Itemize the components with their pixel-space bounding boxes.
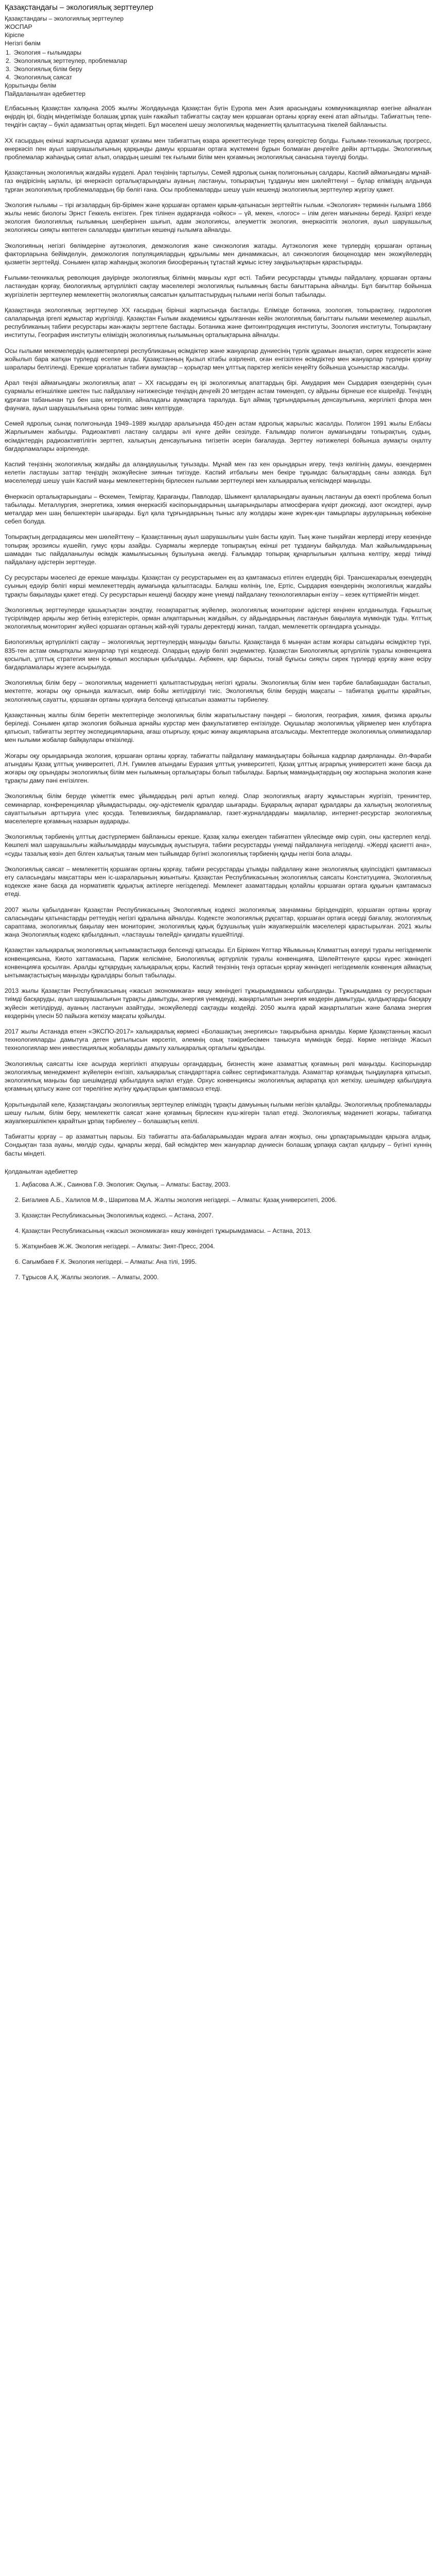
toc-item: 1. Экология – ғылымдары: [6, 49, 82, 56]
table-of-contents: [5, 48, 431, 81]
paragraph: Экологиялық тәрбиенің ұлттық дәстүрлермен байланысы ерекше. Қазақ халқы ежелден табиғатпен үйлесімде өмір сүріп, оны қастерлеп келді. Көшпелі мал шаруашылығы жайылымдарды маусымдық ауыстыруға, табиғи ресурстарды үнемді пайдалануға негізделді. «Жерді қасиетті ана», «суды тазалық көзі» деп білген халықтық таным мен тыйымдар бүгінгі экологиялық тәрбиенің құнды негізі бола алады.: [5, 833, 431, 857]
paragraph: Осы ғылыми мекемелердің қызметкерлері республиканың өсімдіктер және жануарлар дүниесінің түрлік құрамын анықтап, сирек кездесетін және жойылып бара жатқан түрлерді есепке алды. Қазақстанның Қызыл кітабы әзірленіп, оған енгізілген өсімдіктер мен жануарлар түрлерін қорғау шаралары белгіленді. Ерекше қорғалатын табиғи аумақтар – қорықтар мен ұлттық парктер желісін кеңейту бойынша ұсыныстар жасалды.: [5, 347, 431, 371]
paragraph: Қазақстанның экологиялық жағдайы күрделі. Арал теңізінің тартылуы, Семей ядролық сынақ полигонының салдары, Каспий аймағындағы мұнай-газ өндірісінің ықпалы, ірі өнеркәсіп орталықтарындағы ауаның ластануы, топырақтың тұздануы мен шөлейттенуі – бұлар еліміздің алдында тұрған экологиялық проблемалардың бір бөлігі ғана. Осы проблемаларды шешу үшін кешенді экологиялық зерттеулер жүргізу қажет.: [5, 169, 431, 193]
paragraph: 2013 жылы Қазақстан Республикасының «жасыл экономикаға» көшу жөніндегі тұжырымдамасы қабылданды. Тұжырымдама су ресурстарын тиімді басқаруды, ауыл шаруашылығын тұрақты дамытуды, энергия үнемдеуді, жаңартылатын энергия көздерін дамытуды, қалдықтарды басқару жүйесін жетілдіруді, ауаның ластануын азайтуды, экожүйелерді сақтауды көздейді. 2050 жылға қарай жаңартылатын және балама энергия көздерінің үлесін 50 пайызға жеткізу мақсаты қойылды.: [5, 987, 431, 1020]
paragraph: Семей ядролық сынақ полигонында 1949–1989 жылдар аралығында 450-ден астам ядролық жарылыс жасалды. Полигон 1991 жылы Елбасы Жарлығымен жабылды. Радиоактивті ластану салдары әлі күнге дейін сезілуде. Ғалымдар полигон аумағындағы топырақтың, судың, өсімдіктердің радиоактивтілігін зерттеп, халықтың денсаулығына тигізетін әсерін бағалауда. Зерттеу нәтижелері бойынша аумақты оңалту бағдарламалары әзірленуде.: [5, 420, 431, 452]
references-list: [5, 1180, 431, 1281]
paragraph: Каспий теңізінің экологиялық жағдайы да алаңдаушылық туғызады. Мұнай мен газ кен орындарын игеру, теңіз көлігінің дамуы, өзендермен келетін ластаушы заттар теңіздің экожүйесіне зиянын тигізуде. Каспий итбалығы мен бекіре тұқымдас балықтардың саны азаюда. Бұл мәселелерді шешу үшін Каспий маңы мемлекеттерінің бірлескен ғылыми зерттеулері мен халықаралық келісімдері маңызды.: [5, 460, 431, 485]
paragraph: Қазақстан халықаралық экологиялық ынтымақтастыққа белсенді қатысады. Ел Біріккен Ұлттар Ұйымының Климаттың өзгеруі туралы негіздемелік конвенциясына, Киото хаттамасына, Париж келісіміне, Биологиялық әртүрлілік туралы конвенцияға, Шөлейттенуге қарсы күрес жөніндегі конвенцияға қосылған. Аралды құтқарудың халықаралық қоры, Каспий теңізінің теңіз ортасын қорғау жөніндегі негіздемелік конвенция аймақтық ынтымақтастықтың маңызды құралдары болып табылады.: [5, 946, 431, 979]
paragraph: Экологияның негізгі бөлімдеріне аутэкология, демэкология және синэкология жатады. Аутэкология жеке түрлердің қоршаған ортаның факторларына бейімделуін, демэкология популяциялардың құрылымы мен динамикасын, ал синэкология биоценоздар мен экожүйелердің қызметін зерттейді. Сонымен қатар жаһандық экология биосфераның тұтастай жұмыс істеу заңдылықтарын қарастырады.: [5, 242, 431, 266]
paragraph: Қазақстанда экологиялық зерттеулер ХХ ғасырдың бірінші жартысында басталды. Елімізде ботаника, зоология, топырақтану, гидрология салаларында іргелі жұмыстар жүргізілді. Қазақстан Ғылым академиясы құрылғаннан кейін экологиялық бағыттағы ғылыми мекемелер ашылып, республиканың табиғи ресурстары жан-жақты зерттеле бастады. Ботаника және фитоинтродукция институты, Зоология институты, Топырақтану институты, География институты еліміздің экологиялық ғылымының орталықтарына айналды.: [5, 306, 431, 339]
paragraph: Арал теңізі аймағындағы экологиялық апат – ХХ ғасырдағы ең ірі экологиялық апаттардың бірі. Амудария мен Сырдария өзендерінің суын суармалы егіншілікке шектен тыс пайдалану нәтижесінде теңіздің деңгейі 20 метрден астам төмендеп, су айдыны бірнеше есе кішірейді. Теңіздің құрғаған табанынан тұз бен шаң көтеріліп, айналадағы аумақтарға таралуда. Бұл аймақ тұрғындарының денсаулығына, жергілікті флора мен фаунаға, ауыл шаруашылығына орны толмас зиян келтіруде.: [5, 379, 431, 412]
references-title: Қолданылған әдебиеттер: [5, 1167, 78, 1175]
intro-label: Кіріспе: [5, 31, 25, 39]
paragraph: Экологиялық саясат – мемлекеттің қоршаған ортаны қорғау, табиғи ресурстарды ұтымды пайдалану және экологиялық қауіпсіздікті қамтамасыз ету саласындағы мақсаттары мен іс-шараларының жиынтығы. Қазақстан Республикасының экологиялық саясаты Конституцияға, Экологиялық кодекске және басқа да нормативтік құқықтық актілерге негізделеді. Мемлекет азаматтардың қолайлы қоршаған ортаға құқығын қамтамасыз етеді.: [5, 865, 431, 898]
paragraph: Экологиялық білім беру – экологиялық мәдениетті қалыптастырудың негізгі құралы. Экологиялық білім мен тәрбие балабақшадан басталып, мектепте, жоғары оқу орнында жалғасып, өмір бойы жетілдірілуі тиіс. Экологиялық білім берудің мақсаты – табиғатқа ұқыпты қарайтын, экологиялық сауатты, қоршаған ортаны қорғауға белсенді қатысатын азаматты тәрбиелеу.: [5, 679, 431, 703]
reference-item: 5. Жатқанбаев Ж.Ж. Экология негіздері. – Алматы: Зият-Пресс, 2004.: [15, 1242, 215, 1250]
paragraph: Қорытындылай келе, Қазақстандағы экологиялық зерттеулер еліміздің тұрақты дамуының ғылыми негізін қалайды. Экологиялық проблемаларды шешу ғылым, білім беру, мемлекеттік саясат және қоғамның бірлескен күш-жігерін талап етеді. Экологиялық мәдениеті жоғары, табиғатқа жауапкершілікпен қарайтын ұрпақ тәрбиелеу – болашақтың кепілі.: [5, 1100, 431, 1125]
paragraph: Су ресурстары мәселесі де ерекше маңызды. Қазақстан су ресурстарымен ең аз қамтамасыз етілген елдердің бірі. Трансшекаралық өзендердің суының едәуір бөлігі көрші мемлекеттердің аумағында қалыптасады. Балқаш көлінің, Іле, Ертіс, Сырдария өзендерінің экологиялық жағдайы тұрақты бақылауды қажет етеді. Су ресурстарын кешенді басқару және үнемді пайдалану технологияларын енгізу – кезек күттірмейтін міндет.: [5, 574, 431, 598]
paragraph: Экологиялық зерттеулерде қашықтықтан зондтау, геоақпараттық жүйелер, экологиялық мониторинг әдістері кеңінен қолданылуда. Ғарыштық түсірілімдер арқылы жер бетінің өзгерістерін, орман алқаптарының жағдайын, су айдындарының ластануын бақылауға мүмкіндік туды. Ұлттық экологиялық мониторинг жүйесі қоршаған ортаның жай-күйі туралы деректерді жинап, талдап, мемлекеттік органдарға ұсынады.: [5, 606, 431, 631]
paragraph: Ғылыми-техникалық революция дәуірінде экологиялық білімнің маңызы күрт өсті. Табиғи ресурстарды ұтымды пайдалану, қоршаған ортаны ластанудан қорғау, биологиялық әртүрлілікті сақтау мәселелері экологиялық ғылымның басты бағыттарына айналды. Бұл бағыттар бойынша жүргізілетін зерттеулер мемлекеттің экологиялық саясатын қалыптастырудың ғылыми негізі болып табылады.: [5, 274, 431, 298]
reference-item: 2. Бигалиев А.Б., Халилов М.Ф., Шарипова М.А. Жалпы экология негіздері. – Алматы: Қазақ университеті, 2006.: [15, 1196, 337, 1204]
paragraph: Биологиялық әртүрлілікті сақтау – экологиялық зерттеулердің маңызды бағыты. Қазақстанда 6 мыңнан астам жоғары сатыдағы өсімдіктер түрі, 835-тен астам омыртқалы жануарлар түрі кездеседі. Олардың едәуір бөлігі эндемиктер. Қазақстан Биологиялық әртүрлілік туралы конвенцияға қосылып, ұлттық стратегия мен іс-қимыл жоспарын қабылдады. Ақбөкен, қар барысы, тоғай бұғысы сияқты сирек түрлерді қорғау және өсіру бағдарламалары жүзеге асырылуда.: [5, 638, 431, 671]
reference-item: 1. Ақбасова А.Ж., Саинова Г.Ә. Экология: Оқулық. – Алматы: Бастау, 2003.: [15, 1180, 230, 1188]
document: [0, 0, 436, 1281]
reference-item: 7. Тұрысов А.Қ. Жалпы экология. – Алматы, 2000.: [15, 1273, 159, 1281]
conclusion-label: Қорытынды бөлім: [5, 82, 57, 89]
breadcrumb: Қазақстандағы – экологиялық зерттеулер: [5, 15, 124, 22]
page-title: Қазақстандағы – экологиялық зерттеулер: [5, 3, 153, 12]
paragraph: Топырақтың деградациясы мен шөлейттену – Қазақстанның ауыл шаруашылығы үшін басты қауіп. Тың және тыңайған жерлерді игеру кезеңінде топырақ эрозиясы күшейіп, гумус қоры азайды. Суармалы жерлерде топырақтың екінші рет тұздануы байқалуда. Мал жайылымдарының шамадан тыс пайдаланылуы өсімдік жамылғысының бұзылуына әкелді. Ғалымдар топырақ құнарлылығын қалпына келтіру, жерді тиімді пайдалану әдістерін зерттеуде.: [5, 533, 431, 566]
paragraph: Экология ғылымы – тірі ағзалардың бір-бірімен және қоршаған ортамен қарым-қатынасын зерттейтін ғылым. «Экология» терминін ғылымға 1866 жылы неміс биологы Эрнст Геккель енгізген. Грек тілінен аударғанда «ойкос» – үй, мекен, «логос» – ілім деген мағынаны береді. Қазіргі кезде экология биологиялық ғылымның шеңберінен шығып, адам экологиясы, әлеуметтік экология, өнеркәсіптік экология, ауыл шаруашылық экологиясы сияқты көптеген салаларды қамтитын кешенді ғылымға айналды.: [5, 201, 431, 234]
paragraph: Табиғатты қорғау – әр азаматтың парызы. Біз табиғатты ата-бабаларымыздан мұраға алған жоқпыз, оны ұрпақтарымыздан қарызға алдық. Сондықтан таза ауаны, мөлдір суды, құнарлы жерді, бай өсімдіктер мен жануарлар дүниесін болашақ ұрпаққа сақтап қалдыру – бүгінгі күннің басты міндеті.: [5, 1133, 431, 1157]
paragraph: Жоғары оқу орындарында экология, қоршаған ортаны қорғау, табиғатты пайдалану мамандықтары бойынша кадрлар даярланады. Әл-Фараби атындағы Қазақ ұлттық университеті, Л.Н. Гумилев атындағы Еуразия ұлттық университеті, Қазақ ұлттық аграрлық университеті және басқа да жоғары оқу орындары экологиялық білім мен ғылымның орталықтары болып табылады. Барлық мамандықтардың оқу жоспарына экология және тұрақты даму пәні енгізілген.: [5, 752, 431, 785]
paragraph: ХХ ғасырдың екінші жартысында адамзат қоғамы мен табиғаттың өзара әрекеттесуінде терең өзгерістер болды. Ғылыми-техникалық прогресс, өнеркәсіп пен ауыл шаруашылығының қарқынды дамуы қоршаған ортаға жүктемені бұрын болмаған деңгейге дейін арттырды. Экологиялық проблемалар жаһандық сипат алып, олардың шешімі тек ғылыми білім мен қоғамның экологиялық санасына тәуелді болды.: [5, 137, 431, 161]
refs-short-label: Пайдаланылған әдебиеттер: [5, 90, 85, 97]
body-text: [5, 104, 431, 1158]
paragraph: Қазақстанның жалпы білім беретін мектептерінде экологиялық білім жаратылыстану пәндері – биология, география, химия, физика арқылы беріледі. Сонымен қатар экология бойынша арнайы курстар мен факультативтер енгізілуде. Оқушылар экологиялық үйірмелер мен клубтарға қатысып, табиғатты зерттеу экспедицияларына, ағаш отырғызу, қоқыс жинау акцияларына атсалысады. Мектептерде экологиялық олимпиадалар мен ғылыми жобалар байқаулары өткізіледі.: [5, 711, 431, 744]
reference-item: 6. Сағымбаев Ғ.К. Экология негіздері. – Алматы: Ана тілі, 1995.: [15, 1258, 197, 1265]
plan-label: ЖОСПАР: [5, 23, 32, 30]
reference-item: 3. Қазақстан Республикасының Экологиялық кодексі. – Астана, 2007.: [15, 1211, 214, 1219]
toc-item: 4. Экологиялық саясат: [6, 74, 73, 81]
paragraph: 2017 жылы Астанада өткен «ЭКСПО-2017» халықаралық көрмесі «Болашақтың энергиясы» тақырыбына арналды. Көрме Қазақстанның жасыл технологияларды дамытуға деген ұмтылысын көрсетіп, әлемнің озық тәжірибесімен танысуға мүмкіндік берді. Көрме негізінде Жасыл технологиялар мен инвестициялық жобаларды дамыту халықаралық орталығы құрылды.: [5, 1028, 431, 1052]
paragraph: Экологиялық саясатты іске асыруда жергілікті атқарушы органдардың, бизнестің және азаматтық қоғамның рөлі маңызды. Кәсіпорындар экологиялық менеджмент жүйелерін енгізіп, халықаралық стандарттарға сәйкес сертификатталуда. Азаматтар қоғамдық тыңдауларға қатысып, экологиялық маңызы бар шешімдерді қабылдауға ықпал етуде. Орхус конвенциясы экологиялық ақпаратқа қол жеткізу, шешімдер қабылдауға қоғамның қатысу және сот төрелігіне жүгіну құқықтарын қамтамасыз етеді.: [5, 1060, 431, 1093]
paragraph: 2007 жылы қабылданған Қазақстан Республикасының Экологиялық кодексі экологиялық заңнаманы біріздендіріп, қоршаған ортаны қорғау саласындағы қатынастарды реттеудің негізгі құралына айналды. Кодексте экологиялық рұқсаттар, қоршаған ортаға әсерді бағалау, экологиялық сараптама, экологиялық бақылау мен мониторинг, экологиялық құқық бұзушылық үшін жауапкершілік мәселелері қарастырылған. 2021 жылы жаңа Экологиялық кодекс қабылданып, «ластаушы төлейді» қағидаты күшейтілді.: [5, 906, 431, 939]
main-label: Негізгі бөлім: [5, 40, 41, 47]
toc-item: 2. Экологиялық зерттеулер, проблемалар: [6, 57, 127, 64]
paragraph: Экологиялық білім беруде үкіметтік емес ұйымдардың рөлі артып келеді. Олар экологиялық ағарту жұмыстарын жүргізіп, тренингтер, семинарлар, конференциялар ұйымдастырады, оқу-әдістемелік құралдар шығарады. Бұқаралық ақпарат құралдары да халықтың экологиялық сауаттылығын арттыруға үлес қосуда. Телевизиялық бағдарламалар, газет-журналдардағы мақалалар, интернет-ресурстар экологиялық мәселелерге қоғамның назарын аударады.: [5, 792, 431, 825]
toc-item: 3. Экологиялық білім беру: [6, 65, 82, 73]
reference-item: 4. Қазақстан Республикасының «жасыл экономикаға» көшу жөніндегі тұжырымдамасы. – Астана, 2013.: [15, 1227, 312, 1234]
paragraph: Өнеркәсіп орталықтарындағы – Өскемен, Теміртау, Қарағанды, Павлодар, Шымкент қалаларындағы ауаның ластануы да өзекті проблема болып табылады. Металлургия, энергетика, химия өнеркәсібі кәсіпорындарының шығарындылары атмосфераға күкірт диоксиді, азот оксидтері, ауыр металдар мен шаң бөлшектерін шығарады. Бұл қала тұрғындарының тыныс алу жолдары және жүрек-қан тамырлары ауруларының көбеюіне себеп болуда.: [5, 493, 431, 526]
paragraph: Елбасының Қазақстан халқына 2005 жылғы Жолдауында Қазақстан бүгін Еуропа мен Азия арасындағы коммуникациялар өзегіне айналған өңірдің ірі, біздің міндетімізде болашақ ұрпақ үшін ғажайып табиғатты сақтау мен қоршаған ортаны қорғау екені атап айтылды. Табиғаттың тепе-теңдігін сақтау – бүкіл адамзаттың ортақ міндеті. Бұл мәселені шешу экологиялық мәдениеттің қалыптасуына тікелей байланысты.: [5, 105, 431, 129]
